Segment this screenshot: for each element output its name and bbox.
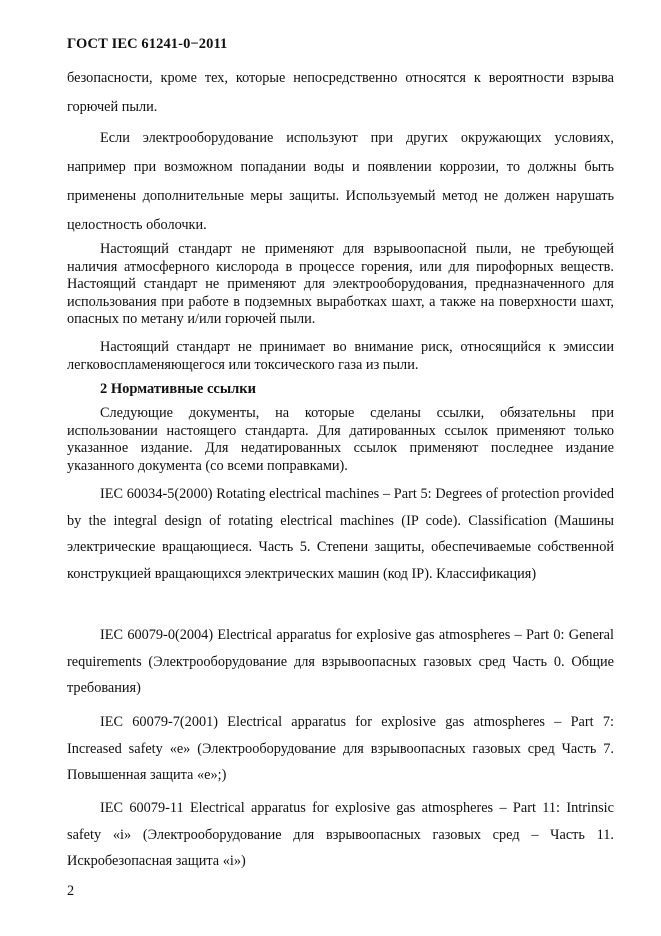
page-number: 2 [67,883,75,899]
reference-item: IEC 60079-7(2001) Electrical apparatus for explosive gas atmospheres – Part 7: Increased safety «e» (Электрооборудование для взрывоопасных газовых сред Часть 7. Повышенная защита «e»;) [67,714,614,783]
paragraph-references-intro: Следующие документы, на которые сделаны ссылки, обязательны при использовании настоящего стандарта. Для датированных ссылок применяют только указанное издание. Для недатированных ссылок применяют последнее издание указанного документа (со всеми поправками). [67,405,614,474]
section-title: 2 Нормативные ссылки [100,381,256,397]
document-header-code: ГОСТ IEC 61241-0−2011 [67,36,228,52]
paragraph-risk: Настоящий стандарт не принимает во внимание риск, относящийся к эмиссии легковоспламеняющегося или токсического газа из пыли. [67,339,614,373]
paragraph-continuation: безопасности, кроме тех, которые непосредственно относятся к вероятности взрыва горючей пыли. [67,70,614,115]
reference-item: IEC 60079-11 Electrical apparatus for explosive gas atmospheres – Part 11: Intrinsic safety «i» (Электрооборудование для взрывоопасных газовых сред – Часть 11. Искробезопасная защита «i») [67,800,614,869]
paragraph-environment: Если электрооборудование используют при других окружающих условиях, например при возможном попадании воды и появлении коррозии, то должны быть применены дополнительные меры защиты. Используемый метод не должен нарушать целостность оболочки. [67,130,614,233]
paragraph-scope-exclusions: Настоящий стандарт не применяют для взрывоопасной пыли, не требующей наличия атмосферного кислорода в процессе горения, или для пирофорных веществ. Настоящий стандарт не применяют для электрооборудования, предназначенного для использования при работе в подземных выработках шахт, а также на поверхности шахт, опасных по метану и/или горючей пыли. [67,241,614,328]
reference-item: IEC 60034-5(2000) Rotating electrical machines – Part 5: Degrees of protection provided by the integral design of rotating electrical machines (IP code). Classification (Машины электрические вращающиеся. Часть 5. Степени защиты, обеспечиваемые собственной конструкцией вращающихся электрических машин (код IP). Классификация) [67,486,614,582]
reference-item: IEC 60079-0(2004) Electrical apparatus for explosive gas atmospheres – Part 0: General requirements (Электрооборудование для взрывоопасных газовых сред Часть 0. Общие требования) [67,627,614,696]
